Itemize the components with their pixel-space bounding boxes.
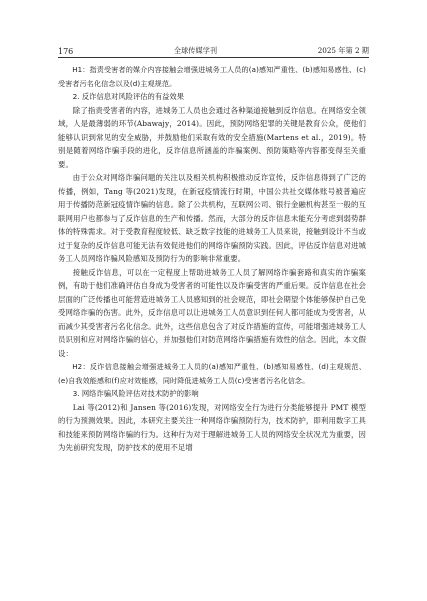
page-number: 176 xyxy=(58,47,74,56)
paragraph-4: Lai 等(2012)和 Jansen 等(2016)发现，对网络安全行为进行分类能够提升 PMT 模型的行为预测效果。因此，本研究主要关注一种网络诈骗预防行为，技术防护，即利用数字工具和技能来预防网络诈骗的行为。这种行为对于理解进城务工人员的网络安全状况尤为重要，因为先前研究发现，防护技术的使用不足增 xyxy=(58,402,366,452)
paragraph-2: 由于公众对网络诈骗问题的关注以及相关机构积极推动反诈宣传，反诈信息得到了广泛的传播，例如，Tang 等(2021)发现，在新冠疫情流行时期，中国公共社交媒体账号被普遍应用于传播防范新冠疫情诈骗的信息。除了公共机构，互联网公司、银行金融机构甚至一般的互联网用户也都参与了反诈信息的生产和传播。然而，大部分的反诈信息未能充分考虑到弱势群体的特殊需求。对于受教育程度较低、缺乏数字技能的进城务工人员来说，接触到设计不当或过于复杂的反诈信息可能无法有效促进他们的网络诈骗预防实践。因此，评估反诈信息对进城务工人员网络诈骗风险感知及预防行为的影响非常重要。 xyxy=(58,173,366,263)
hypothesis-h2: H2：反诈信息接触会增强进城务工人员的(a)感知严重性、(b)感知易感性、(d)主观规范、(e)自我效能感和(f)应对效能感，同时降低进城务工人员(c)受害者污名化信念。 xyxy=(58,362,366,385)
paragraph-1: 除了指责受害者的内容，进城务工人员也会通过各种渠道接触到反诈信息。在网络安全领域，人是最薄弱的环节(Abawajy，2014)。因此，预防网络犯罪的关键是教育公众，使他们能够认识到常见的安全威胁，并鼓励他们采取有效的安全措施(Martens et al.，2019)。特别是随着网络诈骗手段的进化，反诈信息所涵盖的诈骗案例、预防策略等内容都变得至关重要。 xyxy=(58,105,366,169)
running-header xyxy=(58,43,369,58)
article-body xyxy=(58,63,366,455)
journal-name: 全球传媒学刊 xyxy=(173,46,218,55)
hypothesis-h1: H1：指责受害者的媒介内容接触会增强进城务工人员的(a)感知严重性、(b)感知易感性、(c)受害者污名化信念以及(d)主观规范。 xyxy=(58,65,366,88)
paragraph-3: 接触反诈信息，可以在一定程度上帮助进城务工人员了解网络诈骗套路和真实的诈骗案例，有助于他们准确评估自身成为受害者的可能性以及诈骗受害的严重后果。反诈信息在社会层面的广泛传播也可能营造进城务工人员感知到的社会规范，即社会期望个体能够保护自己免受网络诈骗的伤害。此外，反诈信息可以让进城务工人员意识到任何人都可能成为受害者，从而减少其受害者污名化信念。此外，这些信息包含了对反诈措施的宣传，可能增强进城务工人员识别和应对网络诈骗的信心，并加强他们对防范网络诈骗措施有效性的信念。因此，本文假设： xyxy=(58,267,366,358)
section-heading-3: 3. 网络诈骗风险评估对技术防护的影响 xyxy=(72,389,199,398)
section-heading-2: 2. 反诈信息对风险评估的有益效果 xyxy=(72,92,185,101)
issue-label: 2025 年第 2 期 xyxy=(317,46,369,55)
